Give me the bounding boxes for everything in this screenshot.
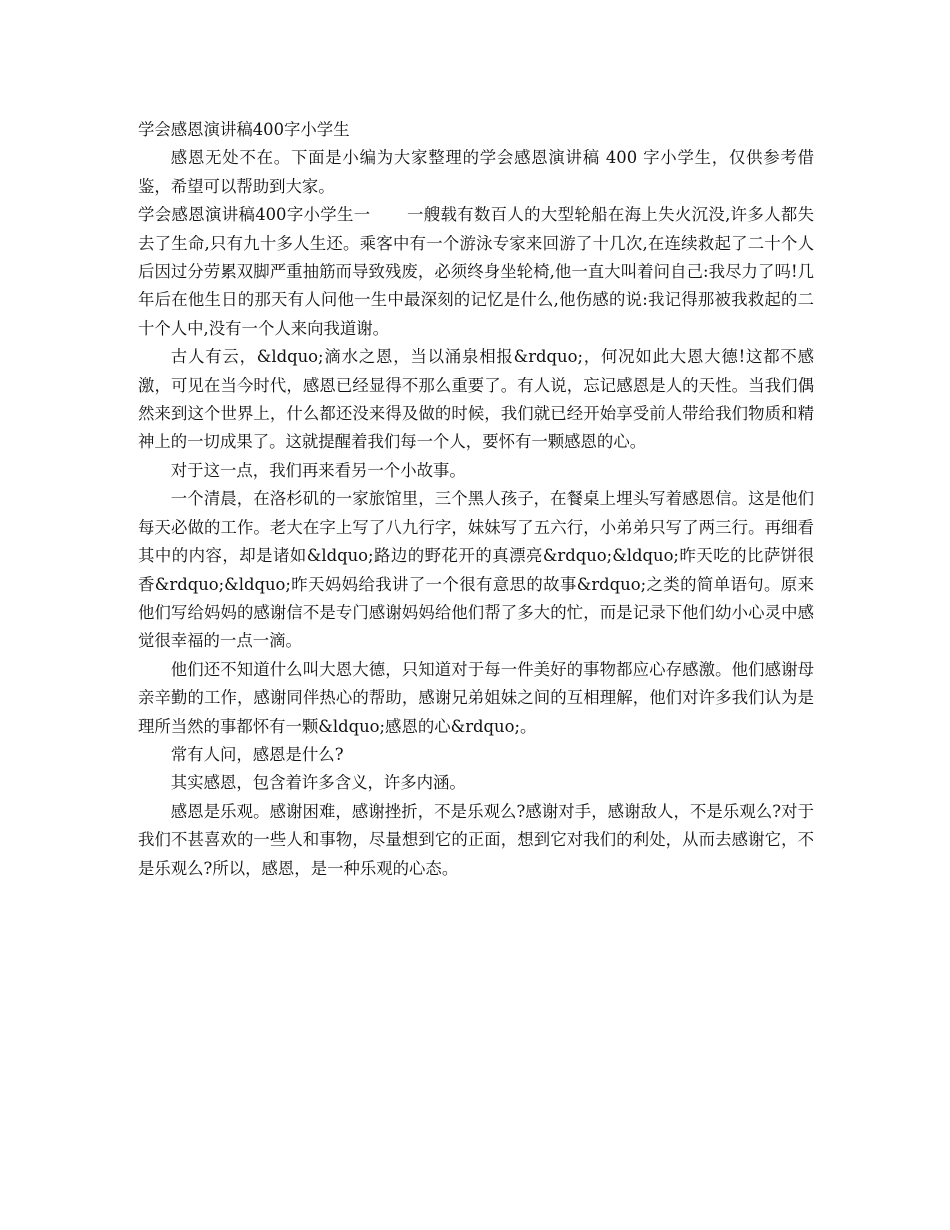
body-paragraph: 常有人问，感恩是什么?	[170, 744, 344, 764]
body-paragraph: 他们还不知道什么叫大恩大德，只知道对于每一件美好的事物都应心存感激。他们感谢母亲辛勤的工作，感谢同伴热心的帮助，感谢兄弟姐妹之间的互相理解，他们对许多我们认为是理所当然的事都怀有一颗&ldquo;感恩的心&rdquo;。	[138, 659, 814, 736]
body-paragraph: 古人有云，&ldquo;滴水之恩，当以涌泉相报&rdquo;，何况如此大恩大德!这都不感激，可见在当今时代，感恩已经显得不那么重要了。有人说，忘记感恩是人的天性。当我们偶然来到这个世界上，什么都还没来得及做的时候，我们就已经开始享受前人带给我们物质和精神上的一切成果了。这就提醒着我们每一个人，要怀有一颗感恩的心。	[138, 347, 814, 452]
document-title: 学会感恩演讲稿400字小学生	[138, 120, 350, 139]
section-heading: 学会感恩演讲稿400字小学生一	[138, 205, 371, 225]
section-block	[138, 201, 814, 343]
body-paragraph: 其实感恩，包含着许多含义，许多内涵。	[170, 773, 466, 793]
body-paragraph: 一个清晨，在洛杉矶的一家旅馆里，三个黑人孩子，在餐桌上埋头写着感恩信。这是他们每天必做的工作。老大在字上写了八九行字，妹妹写了五六行，小弟弟只写了两三行。再细看其中的内容，却是诸如&ldquo;路边的野花开的真漂亮&rdquo;&ldquo;昨天吃的比萨饼很香&rdquo;&ldquo;昨天妈妈给我讲了一个很有意思的故事&rdquo;之类的简单语句。原来他们写给妈妈的感谢信不是专门感谢妈妈给他们帮了多大的忙，而是记录下他们幼小心灵中感觉很幸福的一点一滴。	[138, 489, 814, 651]
intro-paragraph: 感恩无处不在。下面是小编为大家整理的学会感恩演讲稿 400 字小学生，仅供参考借鉴，希望可以帮助到大家。	[138, 148, 814, 196]
document-page	[138, 116, 814, 883]
section-first-paragraph: 一艘载有数百人的大型轮船在海上失火沉没,许多人都失去了生命,只有九十多人生还。乘客中有一个游泳专家来回游了十几次,在连续救起了二十个人后因过分劳累双脚严重抽筋而导致残废，必须终身坐轮椅,他一直大叫着问自己:我尽力了吗!几年后在他生日的那天有人问他一生中最深刻的记忆是什么,他伤感的说:我记得那被我救起的二十个人中,没有一个人来向我道谢。	[138, 205, 814, 338]
body-paragraph: 对于这一点，我们再来看另一个小故事。	[170, 460, 466, 480]
body-paragraph: 感恩是乐观。感谢困难，感谢挫折，不是乐观么?感谢对手，感谢敌人，不是乐观么?对于我们不甚喜欢的一些人和事物，尽量想到它的正面，想到它对我们的利处，从而去感谢它，不是乐观么?所以，感恩，是一种乐观的心态。	[138, 801, 814, 878]
